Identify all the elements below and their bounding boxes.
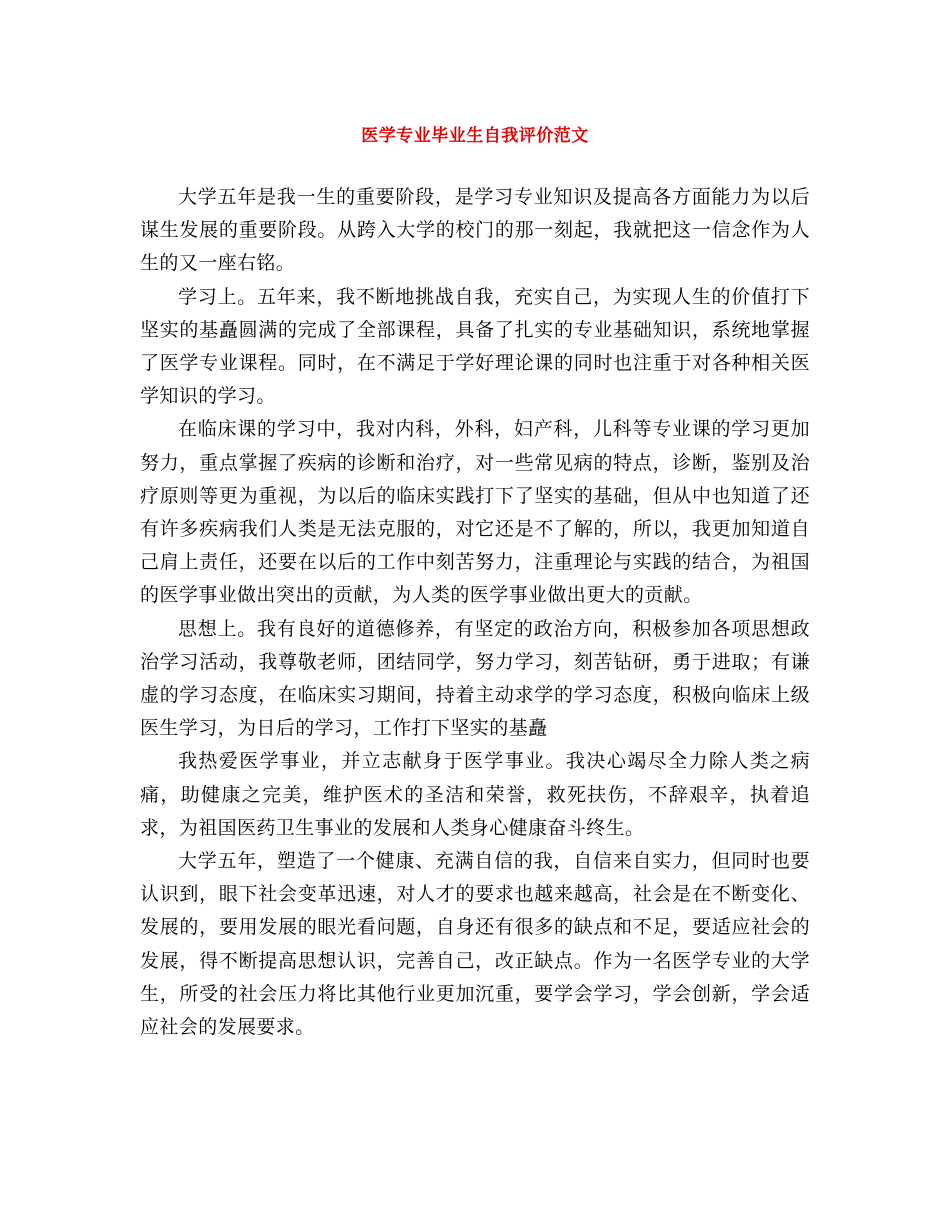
paragraph: 大学五年，塑造了一个健康、充满自信的我，自信来自实力，但同时也要认识到，眼下社会变革迅速，对人才的要求也越来越高，社会是在不断变化、发展的，要用发展的眼光看问题，自身还有很多的缺点和不足，要适应社会的发展，得不断提高思想认识，完善自己，改正缺点。作为一名医学专业的大学生，所受的社会压力将比其他行业更加沉重，要学会学习，学会创新，学会适应社会的发展要求。 [140,850,810,1039]
paragraph: 学习上。五年来，我不断地挑战自我，充实自己，为实现人生的价值打下坚实的基矗圆满的完成了全部课程，具备了扎实的专业基础知识，系统地掌握了医学专业课程。同时，在不满足于学好理论课的同时也注重于对各种相关医学知识的学习。 [140,285,810,408]
paragraph: 思想上。我有良好的道德修养，有坚定的政治方向，积极参加各项思想政治学习活动，我尊敬老师，团结同学，努力学习，刻苦钻研，勇于进取；有谦虚的学习态度，在临床实习期间，持着主动求学的学习态度，积极向临床上级医生学习，为日后的学习，工作打下坚实的基矗 [140,617,810,740]
document-body [140,181,810,1044]
paragraph: 我热爱医学事业，并立志献身于医学事业。我决心竭尽全力除人类之病痛，助健康之完美，维护医术的圣洁和荣誉，救死扶伤，不辞艰辛，执着追求，为祖国医药卫生事业的发展和人类身心健康奋斗终生。 [140,750,810,839]
document-title: 医学专业毕业生自我评价范文 [361,126,589,146]
paragraph: 在临床课的学习中，我对内科，外科，妇产科，儿科等专业课的学习更加努力，重点掌握了疾病的诊断和治疗，对一些常见病的特点，诊断，鉴别及治疗原则等更为重视，为以后的临床实践打下了坚实的基础，但从中也知道了还有许多疾病我们人类是无法克服的，对它还是不了解的，所以，我更加知道自己肩上责任，还要在以后的工作中刻苦努力，注重理论与实践的结合，为祖国的医学事业做出突出的贡献，为人类的医学事业做出更大的贡献。 [140,418,810,607]
paragraph: 大学五年是我一生的重要阶段，是学习专业知识及提高各方面能力为以后谋生发展的重要阶段。从跨入大学的校门的那一刻起，我就把这一信念作为人生的又一座右铭。 [140,186,810,275]
